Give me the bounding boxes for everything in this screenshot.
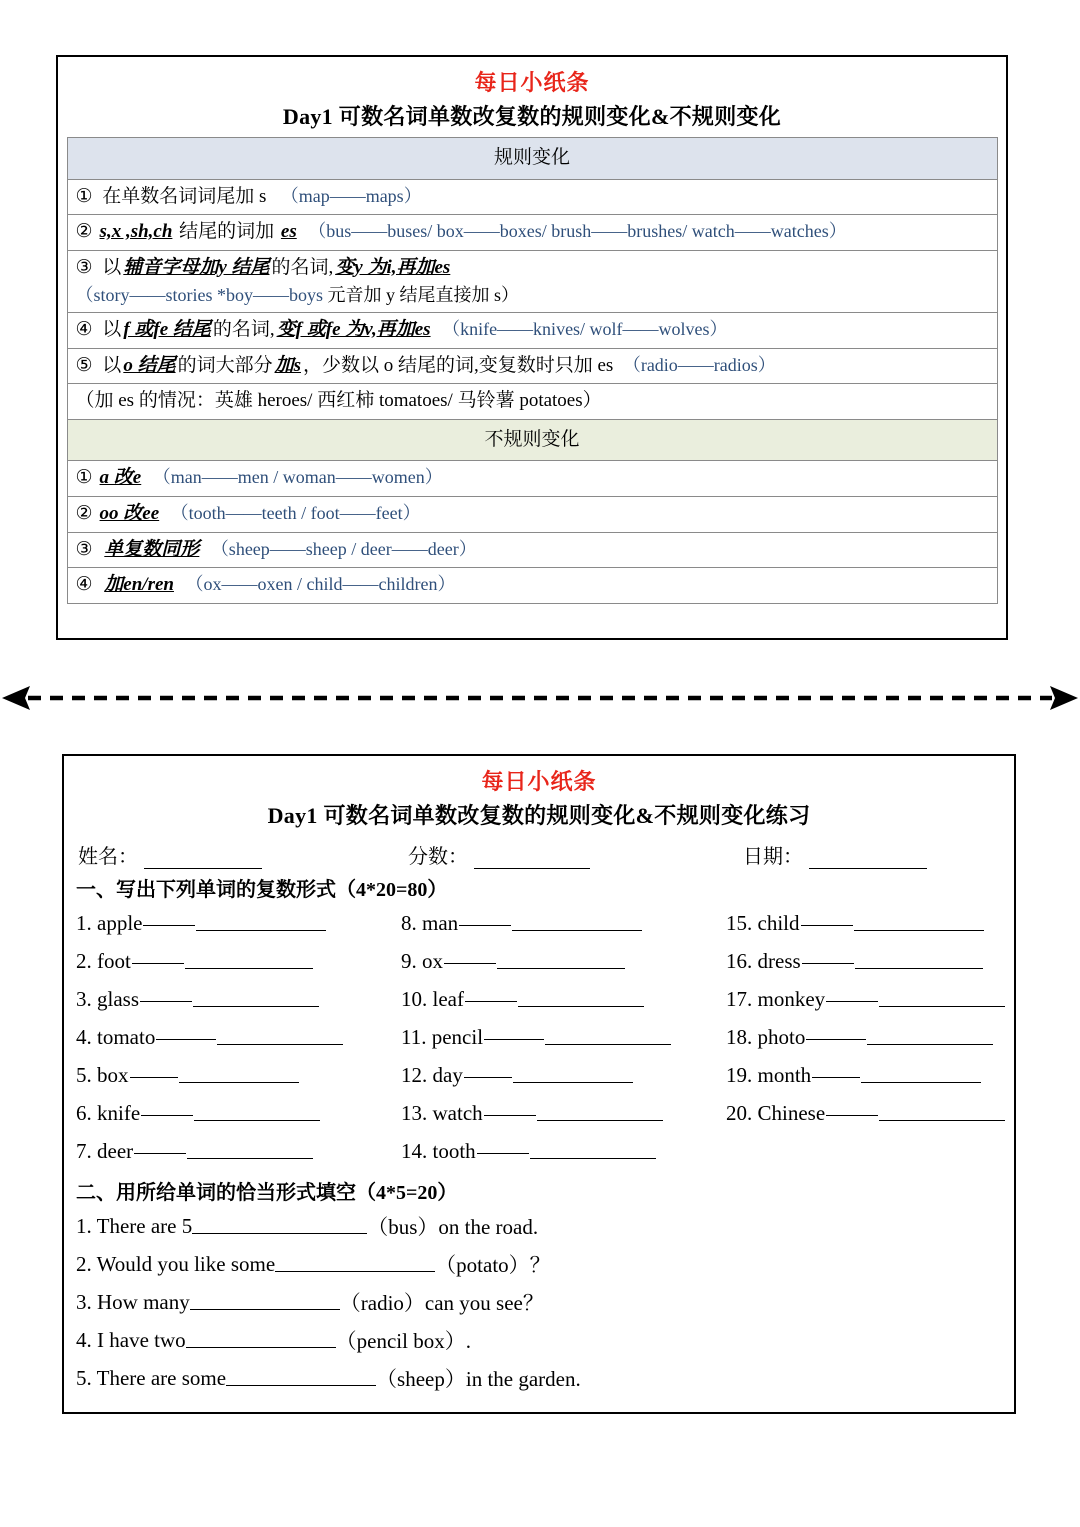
table-row [67, 532, 997, 568]
word-item[interactable] [76, 942, 401, 980]
word-label: 6. knife [76, 1100, 141, 1125]
table-row [67, 384, 997, 420]
rule-row-1 [67, 179, 997, 215]
word-label: 15. child [726, 910, 800, 935]
word-answer-blank[interactable] [545, 1029, 671, 1045]
name-blank[interactable] [144, 851, 262, 869]
rule-number: ④ [75, 318, 93, 340]
student-info-row [64, 840, 1014, 869]
score-label: 分数： [408, 846, 468, 868]
rule-text-mid: 的词大部分 [177, 354, 273, 376]
word-dash [444, 952, 496, 964]
word-dash [802, 952, 854, 964]
word-dash [130, 1066, 178, 1078]
word-label: 17. monkey [726, 986, 826, 1011]
word-label: 16. dress [726, 948, 801, 973]
word-dash [812, 1066, 860, 1078]
rule-text: 以 [102, 318, 122, 340]
rule-keyterm: 单复数同形 [104, 538, 200, 560]
fill-blank[interactable] [275, 1256, 435, 1272]
word-item[interactable] [76, 980, 401, 1018]
band-regular-changes: 规则变化 [67, 138, 997, 180]
rule-examples: （bus——buses/ box——boxes/ brush——brushes/ watch——watches） [308, 221, 847, 242]
word-dash [826, 990, 878, 1002]
word-column-2 [401, 904, 726, 1170]
table-row [67, 568, 997, 604]
word-dash [801, 914, 853, 926]
rule-keyterm-2: 变y 为i,再加es [335, 256, 451, 278]
word-answer-blank[interactable] [537, 1105, 663, 1121]
fill-prefix: 1. There are 5 [76, 1213, 193, 1238]
rule-number: ① [75, 467, 93, 489]
word-dash [806, 1028, 866, 1040]
table-row [67, 179, 997, 215]
table-row [67, 312, 997, 348]
word-dash [141, 1104, 193, 1116]
rule-keyterm: a 改e [99, 467, 142, 489]
rule-text-tail: ，少数以 o 结尾的词,变复数时只加 es [303, 354, 614, 376]
word-answer-blank[interactable] [512, 915, 642, 931]
word-dash [132, 952, 184, 964]
rule-text: 在单数名词词尾加 s [102, 185, 267, 207]
word-item[interactable] [401, 942, 726, 980]
word-column-1 [76, 904, 401, 1170]
section-2-heading: 二、用所给单词的恰当形式填空（4*5=20） [76, 1182, 458, 1204]
double-headed-dashed-arrow-icon [0, 683, 1080, 713]
table-row [67, 419, 997, 461]
word-answer-blank[interactable] [187, 1143, 313, 1159]
word-label: 8. man [401, 910, 459, 935]
word-dash [143, 914, 195, 926]
rule-keyterm: s,x ,sh,ch [99, 221, 173, 243]
rule-number: ② [75, 221, 93, 243]
note-open: （story——stories *boy——boys [75, 284, 328, 305]
fill-prefix: 3. How many [76, 1289, 190, 1314]
practice-sheet [62, 754, 1016, 1414]
word-dash [826, 1104, 878, 1116]
rule-keyterm: f 或fe 结尾 [123, 318, 211, 340]
word-item[interactable] [726, 942, 1005, 980]
rule-number: ② [75, 503, 93, 525]
fill-prefix: 4. I have two [76, 1327, 186, 1352]
word-answer-blank[interactable] [518, 991, 644, 1007]
section-1-heading: 一、写出下列单词的复数形式（4*20=80） [76, 879, 448, 901]
word-dash [477, 1142, 529, 1154]
word-item[interactable] [76, 904, 401, 942]
word-item[interactable] [76, 1056, 401, 1094]
word-plural-grid [64, 904, 1014, 1170]
fill-blank[interactable] [192, 1218, 367, 1234]
fill-item[interactable] [76, 1321, 1002, 1359]
practice-subtitle: Day1 可数名词单数改复数的规则变化&不规则变化练习 [267, 803, 811, 828]
rule-text: 结尾的词加 [179, 221, 275, 243]
rule-keyterm: 辅音字母加y 结尾 [123, 256, 270, 278]
rule-number: ③ [75, 256, 93, 278]
word-answer-blank[interactable] [193, 991, 319, 1007]
fill-prefix: 2. Would you like some [76, 1251, 276, 1276]
fill-blank[interactable] [186, 1332, 336, 1348]
fill-item[interactable] [76, 1283, 1002, 1321]
rules-red-title: 每日小纸条 [474, 70, 590, 95]
word-item[interactable] [401, 904, 726, 942]
score-blank[interactable] [474, 851, 590, 869]
score-field[interactable] [408, 840, 743, 869]
table-row [67, 461, 997, 497]
rule-row-4 [67, 312, 997, 348]
word-item[interactable] [726, 1094, 1005, 1132]
word-label: 11. pencil [401, 1024, 484, 1049]
word-label: 1. apple [76, 910, 143, 935]
name-field[interactable] [78, 840, 408, 869]
fill-prefix: 5. There are some [76, 1365, 227, 1390]
word-answer-blank[interactable] [217, 1029, 343, 1045]
irregular-row-3 [67, 532, 997, 568]
word-item[interactable] [76, 1018, 401, 1056]
table-row [67, 138, 997, 180]
word-label: 9. ox [401, 948, 443, 973]
fill-suffix: （sheep）in the garden. [376, 1367, 581, 1391]
rule-keyterm: o 结尾 [123, 354, 176, 376]
word-label: 14. tooth [401, 1138, 476, 1163]
word-label: 20. Chinese [726, 1100, 826, 1125]
rule-keyterm-2: 加s [274, 354, 301, 376]
rule-examples: （man——men / woman——women） [152, 467, 443, 488]
rule-row-2 [67, 215, 997, 251]
irregular-row-1 [67, 461, 997, 497]
word-item[interactable] [76, 1094, 401, 1132]
fill-item[interactable] [76, 1207, 1002, 1245]
word-answer-blank[interactable] [854, 915, 984, 931]
word-dash [484, 1028, 544, 1040]
word-label: 18. photo [726, 1024, 806, 1049]
rules-sheet [56, 55, 1008, 640]
fill-blank[interactable] [226, 1370, 376, 1386]
rules-table [67, 137, 998, 604]
rule-row-3 [67, 250, 997, 312]
word-answer-blank[interactable] [179, 1067, 299, 1083]
rule-examples: （map——maps） [280, 185, 422, 206]
word-item[interactable] [726, 1056, 1005, 1094]
rule-keyterm: 加en/ren [104, 574, 174, 596]
rule-3-note [76, 283, 989, 307]
rule-examples: （knife——knives/ wolf——wolves） [442, 318, 728, 339]
practice-red-title: 每日小纸条 [481, 769, 597, 794]
word-label: 10. leaf [401, 986, 464, 1011]
word-label: 2. foot [76, 948, 131, 973]
fill-item[interactable] [76, 1245, 1002, 1283]
rule-keyterm-2: es [280, 221, 297, 243]
fill-in-blank-list [64, 1207, 1014, 1397]
word-dash [134, 1142, 186, 1154]
irregular-row-4 [67, 568, 997, 604]
rules-subtitle: Day1 可数名词单数改复数的规则变化&不规则变化 [282, 104, 782, 129]
word-item[interactable] [401, 980, 726, 1018]
word-answer-blank[interactable] [879, 991, 1005, 1007]
word-item[interactable] [726, 904, 1005, 942]
word-answer-blank[interactable] [196, 915, 326, 931]
word-answer-blank[interactable] [185, 953, 313, 969]
word-answer-blank[interactable] [194, 1105, 320, 1121]
word-answer-blank[interactable] [861, 1067, 981, 1083]
fill-suffix: （bus）on the road. [367, 1215, 539, 1239]
word-item[interactable] [401, 1056, 726, 1094]
date-blank[interactable] [809, 851, 927, 869]
rule-keyterm-2: 变f 或fe 为v,再加es [276, 318, 431, 340]
word-label: 5. box [76, 1062, 129, 1087]
word-item[interactable] [76, 1132, 401, 1170]
rule-row-5 [67, 348, 997, 384]
rule-text: 以 [102, 354, 122, 376]
fill-suffix: （potato）？ [435, 1253, 551, 1277]
rule-examples: （sheep——sheep / deer——deer） [210, 538, 477, 559]
fill-item[interactable] [76, 1359, 1002, 1397]
word-answer-blank[interactable] [530, 1143, 656, 1159]
fill-suffix: （pencil box）. [335, 1329, 471, 1353]
band-irregular-changes: 不规则变化 [67, 419, 997, 461]
rule-text-mid: 的名词, [271, 256, 334, 278]
note-cn: 元音加 y 结尾直接加 s [327, 284, 502, 305]
word-label: 19. month [726, 1062, 812, 1087]
rule-text-mid: 的名词, [212, 318, 275, 340]
word-dash [156, 1028, 216, 1040]
fill-blank[interactable] [190, 1294, 340, 1310]
word-answer-blank[interactable] [879, 1105, 1005, 1121]
word-item[interactable] [401, 1132, 726, 1170]
table-row [67, 497, 997, 533]
word-answer-blank[interactable] [497, 953, 625, 969]
word-dash [464, 1066, 512, 1078]
date-field[interactable] [743, 840, 927, 869]
word-label: 13. watch [401, 1100, 483, 1125]
note-es-cases: （加 es 的情况：英雄 heroes/ 西红柿 tomatoes/ 马铃薯 potatoes） [67, 384, 997, 420]
word-dash [465, 990, 517, 1002]
rule-examples: （ox——oxen / child——children） [185, 574, 456, 595]
word-dash [459, 914, 511, 926]
rule-text: 以 [102, 256, 122, 278]
note-close: ） [501, 284, 520, 305]
rule-number: ⑤ [75, 354, 93, 376]
rule-examples: （radio——radios） [622, 354, 776, 375]
word-answer-blank[interactable] [867, 1029, 993, 1045]
word-item[interactable] [401, 1018, 726, 1056]
table-row [67, 348, 997, 384]
word-label: 3. glass [76, 986, 139, 1011]
word-label: 4. tomato [76, 1024, 156, 1049]
word-answer-blank[interactable] [855, 953, 983, 969]
word-item[interactable] [401, 1094, 726, 1132]
word-column-3 [726, 904, 1005, 1170]
word-dash [140, 990, 192, 1002]
word-item[interactable] [726, 980, 1005, 1018]
word-label: 7. deer [76, 1138, 134, 1163]
rule-number: ③ [75, 538, 93, 560]
fill-suffix: （radio）can you see？ [339, 1291, 544, 1315]
rule-examples: （tooth——teeth / foot——feet） [170, 503, 421, 524]
name-label: 姓名： [78, 846, 138, 868]
table-row [67, 250, 997, 312]
table-row [67, 215, 997, 251]
irregular-row-2 [67, 497, 997, 533]
rule-keyterm: oo 改ee [99, 503, 160, 525]
word-item[interactable] [726, 1018, 1005, 1056]
date-label: 日期： [743, 846, 803, 868]
rule-number: ④ [75, 574, 93, 596]
word-dash [484, 1104, 536, 1116]
word-answer-blank[interactable] [513, 1067, 633, 1083]
word-label: 12. day [401, 1062, 463, 1087]
rule-number: ① [75, 185, 93, 207]
